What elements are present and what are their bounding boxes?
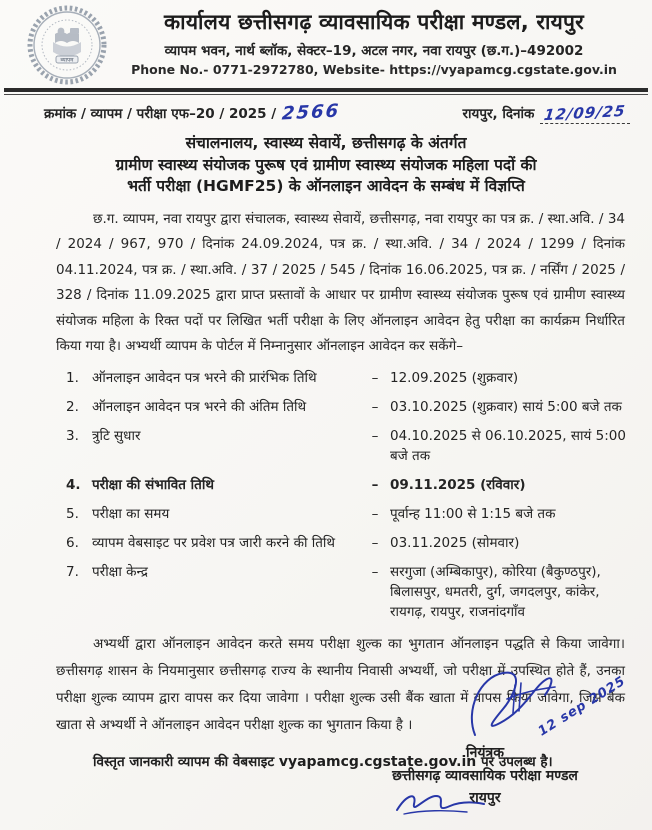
place-date-label: रायपुर, दिनांक (462, 106, 535, 122)
notice-title-line1: संचालनालय, स्वास्थ्य सेवायें, छत्तीसगढ़ के अंतर्गत (185, 134, 467, 152)
notice-title (0, 133, 652, 198)
signature-handwritten-date: 12 sep 2025 (535, 673, 629, 740)
row-value: 09.11.2025 (रविवार) (390, 476, 526, 493)
row-separator: – (371, 398, 379, 415)
signatory-place-text: रायपुर (469, 790, 501, 806)
row-number: 5. (66, 505, 79, 522)
notice-title-line2: ग्रामीण स्वास्थ्य संयोजक पुरूष एवं ग्रामीण स्वास्थ्य संयोजक महिला पदों की (115, 155, 537, 174)
fee-paragraph: अभ्यर्थी द्वारा ऑनलाइन आवेदन करते समय परीक्षा शुल्क का भुगतान ऑनलाइन पद्धति से किया जावेगा। छत्तीसगढ़ शासन के नियमानुसार छत्तीसगढ़ राज्य के स्थानीय निवासी अभ्यर्थी, जो परीक्षा में उपस्थित होते हैं, उनका परीक्षा शुल्क व्यापम द्वारा वापस कर दिया जावेगा । परीक्षा शुल्क उसी बैंक खाता में वापस किया जावेगा, जिस बैंक खाता से अभ्यर्थी ने ऑनलाइन आवेदन परीक्षा शुल्क का भुगतान किया है । (56, 635, 625, 733)
row-separator: – (371, 476, 379, 493)
schedule-row-4 (66, 475, 634, 495)
row-separator: – (371, 563, 379, 580)
row-number: 1. (66, 369, 79, 386)
row-number: 4. (66, 476, 81, 493)
row-label: व्यापम वेबसाइट पर प्रवेश पत्र जारी करने की तिथि (92, 534, 336, 551)
reference-number-label: क्रमांक / व्यापम / परीक्षा एफ–20 / 2025 / (44, 106, 277, 122)
row-separator: – (371, 505, 379, 522)
schedule-row-2 (66, 397, 634, 417)
signatory-organization: छत्तीसगढ़ व्यावसायिक परीक्षा मण्डल (392, 768, 578, 784)
row-separator: – (371, 427, 379, 444)
signatory-designation: नियंत्रक (466, 745, 504, 761)
row-value: 03.11.2025 (सोमवार) (390, 534, 520, 551)
date-handwritten: 12/09/25 (543, 101, 628, 125)
reference-number (44, 102, 340, 123)
website-note-suffix: पर उपलब्ध है। (480, 753, 553, 770)
row-separator: – (371, 369, 379, 386)
reference-number-handwritten: 2566 (281, 100, 342, 125)
header-divider (4, 88, 648, 95)
reference-line (0, 95, 652, 124)
org-address: व्यापम भवन, नार्थ ब्लॉक, सेक्टर–19, अटल नगर, नवा रायपुर (छ.ग.)–492002 (164, 43, 584, 59)
row-label: परीक्षा का समय (92, 505, 170, 522)
row-label: ऑनलाइन आवेदन पत्र भरने की अंतिम तिथि (92, 398, 307, 415)
row-separator: – (371, 534, 379, 551)
place-date (462, 101, 630, 125)
row-label: ऑनलाइन आवेदन पत्र भरने की प्रारंभिक तिथि (92, 369, 317, 386)
row-number: 7. (66, 563, 79, 580)
schedule-row-7 (66, 562, 634, 622)
row-value: सरगुजा (अम्बिकापुर), कोरिया (बैकुण्ठपुर), बिलासपुर, धमतरी, दुर्ग, जगदलपुर, कांकेर, रायगढ़, रायपुर, राजनांदगाँव (390, 563, 601, 620)
website-url: vyapamcg.cgstate.gov.in (278, 753, 477, 770)
website-note-prefix: विस्तृत जानकारी व्यापम की वेबसाइट (93, 753, 275, 770)
row-label: परीक्षा की संभावित तिथि (92, 476, 214, 493)
row-value: 04.10.2025 से 06.10.2025, सायं 5:00 बजे तक (390, 427, 626, 464)
signature-block (330, 665, 640, 822)
notice-title-line3: भर्ती परीक्षा (HGMF25) के ऑनलाइन आवेदन के सम्बंध में विज्ञप्ति (127, 177, 525, 195)
row-value: 03.10.2025 (शुक्रवार) सायं 5:00 बजे तक (390, 398, 622, 415)
org-name: कार्यालय छत्तीसगढ़ व्यावसायिक परीक्षा मण्डल, रायपुर (164, 10, 584, 34)
row-number: 6. (66, 534, 79, 551)
schedule-list (66, 368, 634, 622)
vyapam-seal-logo (26, 4, 108, 86)
signatory-place (330, 788, 640, 822)
letterhead (0, 0, 652, 86)
schedule-row-5 (66, 504, 634, 524)
logo-text: व्यापम (60, 57, 74, 64)
row-label: त्रुटि सुधार (92, 427, 141, 444)
schedule-row-6 (66, 533, 634, 553)
row-label: परीक्षा केन्द्र (92, 563, 148, 580)
row-value: पूर्वान्ह 11:00 से 1:15 बजे तक (390, 505, 556, 522)
org-contact: Phone No.- 0771-2972780, Website- https://vyapamcg.cgstate.gov.in (131, 62, 617, 77)
row-number: 2. (66, 398, 79, 415)
schedule-row-1 (66, 368, 634, 388)
schedule-row-3 (66, 426, 634, 466)
row-value: 12.09.2025 (शुक्रवार) (390, 369, 519, 386)
intro-paragraph: छ.ग. व्यापम, नवा रायपुर द्वारा संचालक, स्वास्थ्य सेवायें, छत्तीसगढ़, नवा रायपुर का पत्र क्र. / स्था.अवि. / 34 / 2024 / 967, 970 / दिनांक 24.09.2024, पत्र क्र. / स्था.अवि. / 34 / 2024 / 1299 / दिनांक 04.11.2024, पत्र क्र. / स्था.अवि. / 37 / 2025 / 545 / दिनांक 16.06.2025, पत्र क्र. / नर्सिंग / 2025 / 328 / दिनांक 11.09.2025 द्वारा प्राप्त प्रस्तावों के आधार पर ग्रामीण स्वास्थ्य संयोजक पुरूष एवं ग्रामीण स्वास्थ्य संयोजक महिला के रिक्त पदों पर लिखित भर्ती परीक्षा के लिए ऑनलाइन आवेदन हेतु परीक्षा का कार्यक्रम निर्धारित किया गया है। अभ्यर्थी व्यापम के पोर्टल में निम्नानुसार ऑनलाइन आवेदन कर सकेंगे– (56, 210, 625, 354)
row-number: 3. (66, 427, 79, 444)
